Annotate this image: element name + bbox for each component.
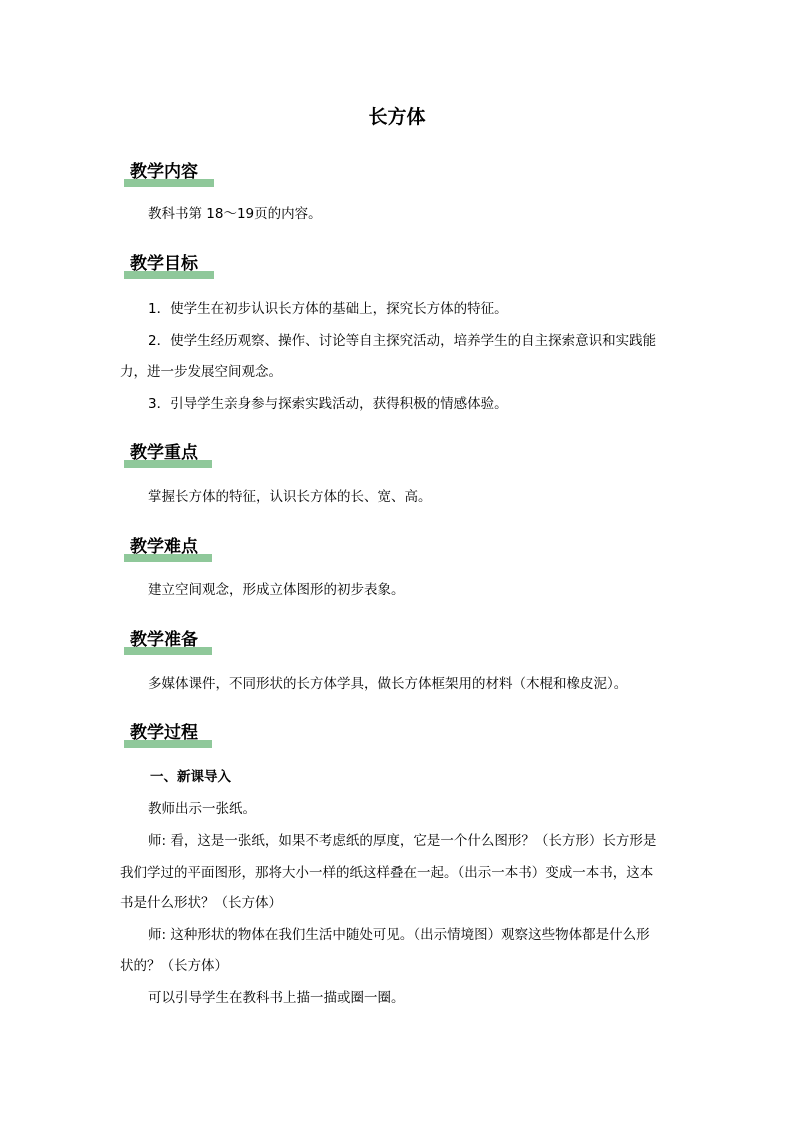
process-line-2a: 师: 看，这是一张纸，如果不考虑纸的厚度，它是一个什么图形？（长方形）长方形是 xyxy=(148,833,657,849)
section-heading-preparation: 教学准备 xyxy=(124,628,198,654)
difficulties-text: 建立空间观念，形成立体图形的初步表象。 xyxy=(148,582,405,598)
content-text: 教科书第 18～19页的内容。 xyxy=(148,206,322,222)
process-sub-heading: 一、新课导入 xyxy=(150,769,231,785)
page-title: 长方体 xyxy=(368,106,426,128)
section-heading-process: 教学过程 xyxy=(124,721,198,747)
process-line-1: 教师出示一张纸。 xyxy=(148,801,256,817)
goal-item-1: 1．使学生在初步认识长方体的基础上，探究长方体的特征。 xyxy=(148,301,508,317)
key-points-text: 掌握长方体的特征，认识长方体的长、宽、高。 xyxy=(148,489,432,505)
section-heading-goals: 教学目标 xyxy=(124,252,198,278)
process-line-3a: 师: 这种形状的物体在我们生活中随处可见。（出示情境图）观察这些物体都是什么形 xyxy=(148,927,650,943)
goal-item-2-line-1: 2．使学生经历观察、操作、讨论等自主探究活动，培养学生的自主探索意识和实践能 xyxy=(148,333,657,349)
section-heading-key-points: 教学重点 xyxy=(124,441,198,467)
goal-item-3: 3．引导学生亲身参与探索实践活动，获得积极的情感体验。 xyxy=(148,396,508,412)
section-heading-content: 教学内容 xyxy=(124,160,198,186)
process-line-2b: 我们学过的平面图形，那将大小一样的纸这样叠在一起。（出示一本书）变成一本书，这本 xyxy=(120,865,654,881)
preparation-text: 多媒体课件，不同形状的长方体学具，做长方体框架用的材料（木棍和橡皮泥）。 xyxy=(148,676,628,692)
process-line-4: 可以引导学生在教科书上描一描或圈一圈。 xyxy=(148,990,405,1006)
process-line-3b: 状的？（长方体） xyxy=(120,958,228,974)
goal-item-2-line-2: 力，进一步发展空间观念。 xyxy=(120,364,282,380)
process-line-2c: 书是什么形状？（长方体） xyxy=(120,895,282,911)
section-heading-difficulties: 教学难点 xyxy=(124,535,198,561)
